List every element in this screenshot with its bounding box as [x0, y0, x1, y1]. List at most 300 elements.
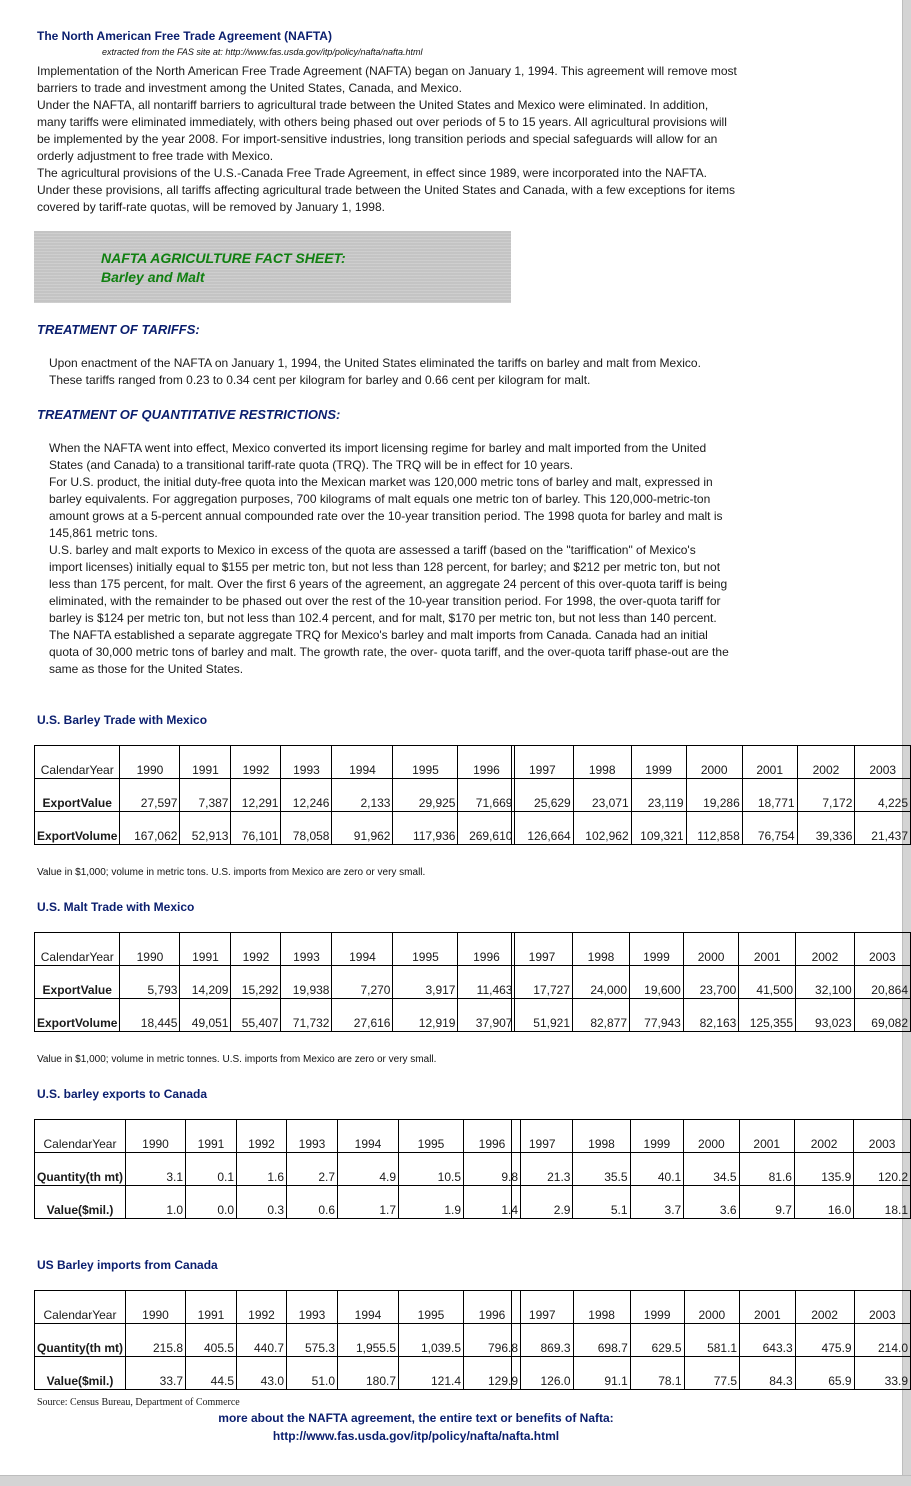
- row-label-line: Export: [37, 829, 76, 843]
- tariffs-heading: TREATMENT OF TARIFFS:: [37, 322, 200, 337]
- quant-paragraph: U.S. barley and malt exports to Mexico in excess of the quota are assessed a tariff (based on the "tariffication" of Mexico's import licenses) initially equal to $155 per metric ton, but not less than 128 percent, for barley; and $212 per metric ton, but not less than 175 percent, for malt. Over the first 6 years of the agreement, an aggregate 24 percent of this over-quota tariff is being eliminated, with the remainder to be phased out over the rest of the 10-year transition period. For 1998, the over-quota tariff for barley is $124 per metric ton, but not less than 102.4 percent, and for malt, $170 per metric ton, but not less than 140 percent.: [49, 543, 728, 625]
- year-label: 1994: [349, 950, 376, 964]
- year-label: 1996: [478, 1308, 506, 1322]
- cell-value: 33.7: [159, 1374, 183, 1388]
- cell-value: 19,938: [292, 983, 330, 997]
- cell-value: 44.5: [210, 1374, 234, 1388]
- year-label: 1993: [293, 950, 320, 964]
- data-cell: [797, 812, 855, 845]
- year-header: [186, 1291, 237, 1324]
- cell-value: 84.3: [769, 1374, 793, 1388]
- data-table-right: [511, 932, 911, 1032]
- table-row: [512, 779, 911, 812]
- cell-value: 91.1: [604, 1374, 628, 1388]
- window-right-border: [902, 0, 911, 1486]
- data-cell: [458, 966, 515, 999]
- data-cell: [794, 1153, 853, 1186]
- year-label: 2003: [868, 1308, 896, 1322]
- fact-sheet-banner: [34, 231, 511, 303]
- data-cell: [393, 812, 458, 845]
- data-cell: [237, 1186, 287, 1219]
- year-label: 2001: [753, 1137, 781, 1151]
- table-row: [35, 1357, 521, 1390]
- data-cell: [631, 779, 686, 812]
- year-label: 2003: [869, 950, 896, 964]
- year-header: [237, 1120, 287, 1153]
- row-label-line: Quantity: [37, 1170, 86, 1184]
- row-label: [35, 999, 120, 1032]
- tariffs-paragraph: Upon enactment of the NAFTA on January 1, 1994, the United States eliminated the tariffs on barley and malt from Mexico. These tariffs ranged from 0.23 to 0.34 cent per kilogram for barley and 0.66 cent per kilogram for malt.: [49, 356, 701, 387]
- data-cell: [573, 779, 631, 812]
- row-label-line: Value: [46, 1203, 78, 1217]
- data-cell: [186, 1186, 237, 1219]
- quant-heading: TREATMENT OF QUANTITATIVE RESTRICTIONS:: [37, 407, 341, 422]
- data-cell: [796, 999, 855, 1032]
- year-label: 1992: [248, 1308, 275, 1322]
- row-label: [35, 1153, 126, 1186]
- cell-value: 18,445: [140, 1016, 178, 1030]
- data-cell: [683, 966, 738, 999]
- row-label-line: ($mil.): [78, 1203, 114, 1217]
- data-cell: [740, 1324, 796, 1357]
- cell-value: 0.0: [217, 1203, 234, 1217]
- table-title: U.S. Barley Trade with Mexico: [37, 713, 208, 727]
- data-cell: [399, 1357, 464, 1390]
- year-header: [630, 933, 684, 966]
- year-label: 2003: [868, 1137, 896, 1151]
- source-note: extracted from the FAS site at: http://www.fas.usda.gov/itp/policy/nafta/nafta.html: [102, 47, 423, 57]
- year-header: [512, 746, 574, 779]
- cell-value: 41,500: [756, 983, 794, 997]
- data-cell: [332, 779, 393, 812]
- year-label: 2002: [811, 950, 839, 964]
- year-header: [237, 1291, 287, 1324]
- data-cell: [287, 1357, 338, 1390]
- year-label: 1996: [478, 1137, 506, 1151]
- table-row: [35, 966, 515, 999]
- cell-value: 21.3: [547, 1170, 571, 1184]
- table-row: [512, 966, 911, 999]
- year-header: [393, 933, 458, 966]
- year-header: [458, 746, 515, 779]
- data-cell: [684, 1357, 740, 1390]
- data-cell: [332, 999, 393, 1032]
- data-cell: [797, 779, 855, 812]
- cell-value: 23,071: [591, 796, 629, 810]
- year-header: [573, 746, 631, 779]
- row-label: [35, 746, 120, 779]
- cell-value: 4,225: [877, 796, 908, 810]
- cell-value: 39,336: [815, 829, 853, 843]
- quant-text: [49, 440, 729, 678]
- row-label: [35, 1186, 126, 1219]
- row-label-line: (th mt): [85, 1170, 123, 1184]
- year-header: [120, 933, 180, 966]
- cell-value: 76,754: [757, 829, 795, 843]
- data-cell: [854, 999, 910, 1032]
- cell-value: 109,321: [640, 829, 684, 843]
- year-header: [631, 746, 686, 779]
- data-cell: [338, 1324, 399, 1357]
- data-cell: [512, 999, 573, 1032]
- year-label: 1990: [142, 1137, 169, 1151]
- data-cell: [855, 812, 911, 845]
- data-cell: [739, 999, 796, 1032]
- cell-value: 29,925: [418, 796, 456, 810]
- more-info-text: more about the NAFTA agreement, the entire text or benefits of Nafta:: [218, 1411, 614, 1425]
- data-cell: [855, 779, 911, 812]
- intro-paragraph: The agricultural provisions of the U.S.-Canada Free Trade Agreement, in effect since 1989, were incorporated into the NAFTA. Under these provisions, all tariffs affecting agricultural trade between the United States and Canada, with a few exceptions for items covered by tariff-rate quotas, will be removed by January 1, 1998.: [37, 166, 735, 214]
- year-label: 1999: [643, 1308, 671, 1322]
- year-header: [739, 933, 796, 966]
- year-label: 1995: [417, 1137, 445, 1151]
- cell-value: 7,270: [360, 983, 391, 997]
- intro-text: [37, 63, 737, 216]
- cell-value: 0.1: [217, 1170, 234, 1184]
- cell-value: 27,616: [353, 1016, 391, 1030]
- cell-value: 49,051: [191, 1016, 229, 1030]
- cell-value: 0.3: [267, 1203, 284, 1217]
- year-header: [684, 1291, 740, 1324]
- row-label-line: Calendar: [40, 950, 90, 964]
- cell-value: 1.9: [444, 1203, 461, 1217]
- quant-paragraph: The NAFTA established a separate aggregate TRQ for Mexico's barley and malt imports from Canada. Canada had an initial quota of 30,000 metric tons of barley and malt. The growth rate, the over- quota tariff, and the over-quota tariff phase-out are the same as those for the United States.: [49, 628, 729, 676]
- data-cell: [512, 966, 573, 999]
- cell-value: 25,629: [534, 796, 571, 810]
- row-label: [35, 1324, 126, 1357]
- data-cell: [120, 966, 180, 999]
- year-header: [126, 1120, 186, 1153]
- cell-value: 55,407: [241, 1016, 279, 1030]
- year-header: [281, 933, 332, 966]
- table-header-row: [512, 746, 911, 779]
- data-cell: [458, 812, 515, 845]
- table-row: [512, 1186, 911, 1219]
- data-cell: [630, 1324, 684, 1357]
- data-cell: [739, 1153, 794, 1186]
- year-label: 1999: [645, 763, 672, 777]
- row-label: [35, 1120, 126, 1153]
- cell-value: 51,921: [533, 1016, 570, 1030]
- cell-value: 3.1: [166, 1170, 183, 1184]
- data-table-right: [511, 745, 911, 845]
- tariffs-text: [49, 355, 729, 389]
- cell-value: 2.7: [318, 1170, 335, 1184]
- intro-paragraph: Implementation of the North American Free Trade Agreement (NAFTA) began on January 1, 1994. This agreement will remove most barriers to trade and investment among the United States, Canada, and Mexico.: [37, 64, 737, 95]
- year-label: 1995: [417, 1308, 445, 1322]
- data-cell: [573, 999, 630, 1032]
- year-header: [180, 933, 231, 966]
- year-header: [854, 1291, 910, 1324]
- data-cell: [120, 999, 180, 1032]
- table-row: [35, 1153, 521, 1186]
- cell-value: 1.6: [267, 1170, 284, 1184]
- year-label: 2003: [869, 763, 897, 777]
- data-cell: [573, 1357, 630, 1390]
- cell-value: 126.0: [540, 1374, 571, 1388]
- cell-value: 214.0: [877, 1341, 908, 1355]
- year-label: 1999: [643, 1137, 671, 1151]
- data-cell: [231, 999, 281, 1032]
- table-header-row: [35, 1120, 521, 1153]
- row-label-line: Year: [89, 763, 114, 777]
- data-cell: [512, 779, 574, 812]
- cell-value: 40.1: [657, 1170, 682, 1184]
- data-cell: [854, 1324, 910, 1357]
- cell-value: 120.2: [877, 1170, 908, 1184]
- cell-value: 0.6: [318, 1203, 335, 1217]
- data-cell: [399, 1186, 464, 1219]
- cell-value: 575.3: [304, 1341, 335, 1355]
- year-label: 1995: [412, 950, 439, 964]
- row-label-line: Export: [37, 1016, 76, 1030]
- table-row: [35, 1324, 521, 1357]
- year-header: [338, 1291, 399, 1324]
- cell-value: 581.1: [707, 1341, 738, 1355]
- data-cell: [180, 999, 231, 1032]
- table-header-row: [512, 1120, 911, 1153]
- cell-value: 11,463: [476, 983, 513, 997]
- year-header: [399, 1291, 464, 1324]
- cell-value: 269,610: [469, 829, 513, 843]
- row-label: [35, 966, 120, 999]
- cell-value: 3,917: [425, 983, 456, 997]
- year-header: [683, 933, 738, 966]
- table-row: [512, 1324, 911, 1357]
- cell-value: 1,039.5: [420, 1341, 461, 1355]
- data-cell: [186, 1153, 237, 1186]
- year-header: [854, 1120, 911, 1153]
- year-header: [458, 933, 515, 966]
- cell-value: 215.8: [152, 1341, 183, 1355]
- year-header: [797, 746, 855, 779]
- source-credit: Source: Census Bureau, Department of Commerce: [37, 1397, 240, 1408]
- cell-value: 76,101: [241, 829, 279, 843]
- cell-value: 180.7: [365, 1374, 396, 1388]
- data-cell: [237, 1357, 287, 1390]
- data-cell: [231, 779, 281, 812]
- year-header: [686, 746, 742, 779]
- cell-value: 12,291: [241, 796, 279, 810]
- table-title: U.S. barley exports to Canada: [37, 1087, 208, 1101]
- cell-value: 7,172: [822, 796, 853, 810]
- data-table-right: [511, 1290, 911, 1390]
- year-label: 1997: [528, 950, 556, 964]
- year-label: 1998: [587, 950, 615, 964]
- cell-value: 18.1: [884, 1203, 908, 1217]
- year-label: 2000: [698, 1137, 725, 1151]
- cell-value: 10.5: [437, 1170, 461, 1184]
- year-label: 1994: [354, 1308, 382, 1322]
- year-header: [742, 746, 797, 779]
- cell-value: 4.9: [379, 1170, 396, 1184]
- data-cell: [573, 1324, 630, 1357]
- data-cell: [287, 1153, 338, 1186]
- cell-value: 12,919: [418, 1016, 456, 1030]
- year-label: 1995: [412, 763, 439, 777]
- cell-value: 71,732: [292, 1016, 330, 1030]
- cell-value: 24,000: [590, 983, 628, 997]
- year-header: [338, 1120, 399, 1153]
- cell-value: 102,962: [585, 829, 629, 843]
- row-label: [35, 933, 120, 966]
- cell-value: 51.0: [311, 1374, 335, 1388]
- data-cell: [684, 1324, 740, 1357]
- cell-value: 21,437: [871, 829, 908, 843]
- year-header: [573, 933, 630, 966]
- year-header: [573, 1291, 630, 1324]
- year-header: [739, 1120, 794, 1153]
- row-label-line: Year: [89, 950, 114, 964]
- data-cell: [630, 999, 684, 1032]
- year-label: 1993: [298, 1137, 326, 1151]
- year-label: 1996: [473, 950, 500, 964]
- data-cell: [795, 1357, 854, 1390]
- data-cell: [231, 966, 281, 999]
- row-label: [35, 779, 120, 812]
- data-cell: [287, 1324, 338, 1357]
- year-header: [684, 1120, 739, 1153]
- cell-value: 82,163: [699, 1016, 737, 1030]
- cell-value: 440.7: [253, 1341, 284, 1355]
- year-header: [573, 1120, 630, 1153]
- data-cell: [854, 1357, 910, 1390]
- cell-value: 698.7: [597, 1341, 628, 1355]
- year-label: 1997: [528, 1308, 556, 1322]
- window-bottom-border: [0, 1475, 911, 1486]
- data-table-left: [34, 932, 515, 1032]
- data-cell: [120, 779, 180, 812]
- cell-value: 129.9: [487, 1374, 518, 1388]
- data-table-left: [34, 745, 515, 845]
- year-label: 2002: [810, 1137, 838, 1151]
- year-header: [512, 933, 573, 966]
- data-cell: [393, 999, 458, 1032]
- year-header: [332, 933, 393, 966]
- year-label: 1996: [473, 763, 500, 777]
- data-cell: [795, 1324, 854, 1357]
- cell-value: 2.9: [553, 1203, 571, 1217]
- cell-value: 126,664: [527, 829, 571, 843]
- year-label: 1998: [588, 1308, 615, 1322]
- year-label: 1990: [142, 1308, 169, 1322]
- cell-value: 78,058: [292, 829, 330, 843]
- data-cell: [796, 966, 855, 999]
- table-row: [35, 1186, 521, 1219]
- cell-value: 2,133: [360, 796, 391, 810]
- year-label: 1991: [192, 950, 219, 964]
- cell-value: 643.3: [762, 1341, 793, 1355]
- data-cell: [854, 1153, 911, 1186]
- data-cell: [180, 966, 231, 999]
- data-cell: [630, 966, 684, 999]
- year-header: [796, 933, 855, 966]
- year-label: 1993: [298, 1308, 326, 1322]
- year-header: [332, 746, 393, 779]
- data-cell: [740, 1357, 796, 1390]
- year-header: [795, 1291, 854, 1324]
- data-cell: [630, 1153, 684, 1186]
- cell-value: 71,669: [475, 796, 513, 810]
- data-cell: [739, 966, 796, 999]
- year-label: 2002: [812, 763, 840, 777]
- more-info-link[interactable]: http://www.fas.usda.gov/itp/policy/nafta/nafta.html: [272, 1429, 560, 1443]
- year-header: [231, 933, 281, 966]
- data-cell: [512, 1324, 574, 1357]
- data-cell: [794, 1186, 853, 1219]
- data-cell: [126, 1324, 186, 1357]
- year-header: [287, 1120, 338, 1153]
- cell-value: 112,858: [697, 829, 740, 843]
- data-cell: [854, 966, 910, 999]
- row-label-line: Calendar: [43, 1137, 93, 1151]
- fact-sheet-subtitle: Barley and Malt: [101, 269, 205, 285]
- data-cell: [281, 779, 332, 812]
- row-label-line: Export: [42, 796, 81, 810]
- year-label: 1990: [136, 950, 164, 964]
- table-header-row: [512, 1291, 911, 1324]
- year-label: 1998: [588, 763, 616, 777]
- cell-value: 20,864: [871, 983, 908, 997]
- table-note: Value in $1,000; volume in metric tonnes. U.S. imports from Mexico are zero or very small.: [37, 1054, 437, 1065]
- data-cell: [180, 812, 231, 845]
- row-label-line: Value: [80, 983, 112, 997]
- table-header-row: [35, 1291, 521, 1324]
- table-row: [512, 1357, 911, 1390]
- table-note: Value in $1,000; volume in metric tons. U.S. imports from Mexico are zero or very small.: [37, 867, 426, 878]
- intro-paragraph: Under the NAFTA, all nontariff barriers to agricultural trade between the United States and Mexico were eliminated. In addition, many tariffs were eliminated immediately, with others being phased out over periods of 5 to 15 years. All agricultural provisions will be implemented by the year 2008. For import-sensitive industries, long transition periods and special safeguards will allow for an orderly adjustment to free trade with Mexico.: [37, 98, 727, 163]
- row-label: [35, 1291, 126, 1324]
- data-cell: [631, 812, 686, 845]
- cell-value: 121.4: [430, 1374, 461, 1388]
- cell-value: 135.9: [821, 1170, 852, 1184]
- year-label: 1991: [192, 763, 219, 777]
- cell-value: 7,387: [198, 796, 229, 810]
- cell-value: 33.9: [884, 1374, 908, 1388]
- data-cell: [684, 1186, 739, 1219]
- data-cell: [281, 966, 332, 999]
- data-cell: [573, 966, 630, 999]
- year-label: 2001: [756, 763, 784, 777]
- cell-value: 82,877: [590, 1016, 628, 1030]
- year-header: [512, 1291, 574, 1324]
- cell-value: 3.6: [719, 1203, 737, 1217]
- table-title: US Barley imports from Canada: [37, 1258, 218, 1272]
- cell-value: 5,793: [147, 983, 178, 997]
- table-row: [35, 812, 515, 845]
- year-label: 2001: [753, 950, 781, 964]
- data-cell: [512, 1153, 573, 1186]
- cell-value: 15,292: [241, 983, 279, 997]
- row-label: [35, 812, 120, 845]
- data-cell: [512, 1186, 573, 1219]
- cell-value: 43.0: [260, 1374, 284, 1388]
- data-cell: [180, 779, 231, 812]
- row-label-line: Volume: [75, 1016, 118, 1030]
- cell-value: 475.9: [821, 1341, 852, 1355]
- cell-value: 405.5: [203, 1341, 234, 1355]
- cell-value: 27,597: [140, 796, 178, 810]
- row-label-line: Year: [92, 1308, 117, 1322]
- data-cell: [458, 999, 515, 1032]
- data-cell: [126, 1186, 186, 1219]
- cell-value: 69,082: [871, 1016, 908, 1030]
- cell-value: 65.9: [828, 1374, 852, 1388]
- row-label-line: Quantity: [37, 1341, 86, 1355]
- table-row: [512, 999, 911, 1032]
- data-cell: [399, 1153, 464, 1186]
- year-header: [186, 1120, 237, 1153]
